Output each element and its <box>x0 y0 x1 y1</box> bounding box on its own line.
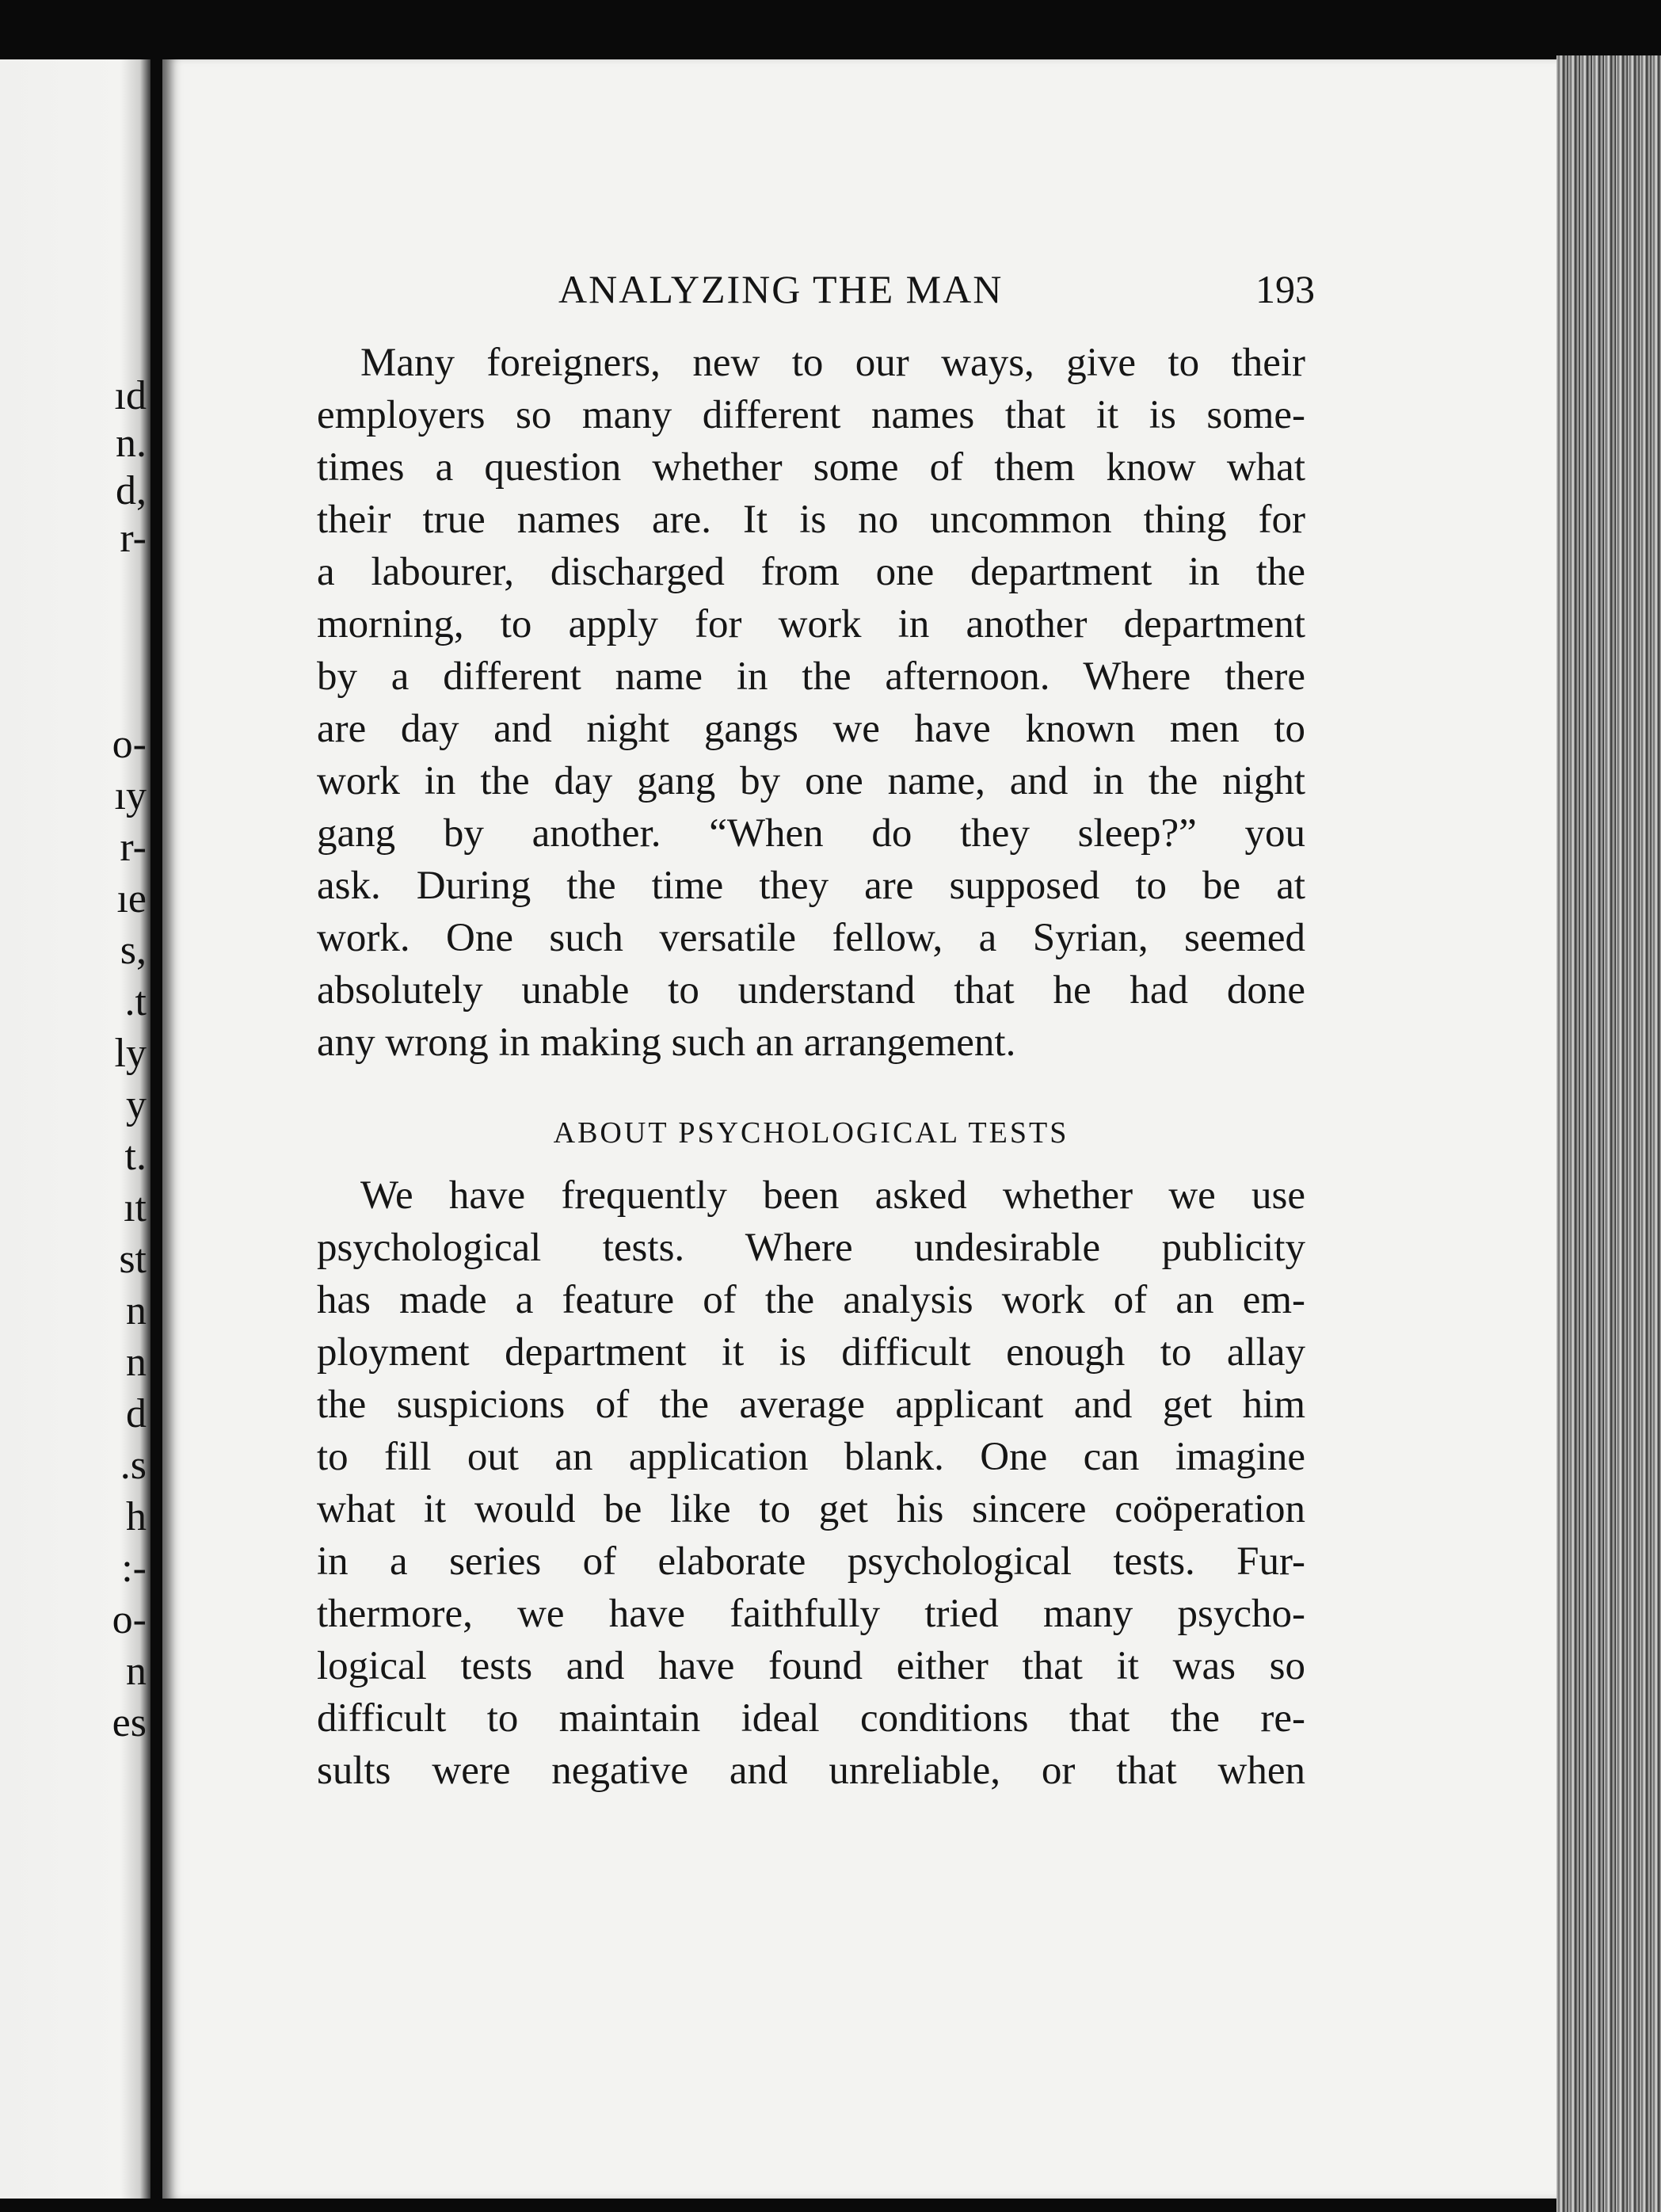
text-line: We have frequently been asked whether we use <box>360 1173 1305 1218</box>
left-page-fragment: n <box>126 1649 147 1694</box>
text-line: times a question whether some of them know what <box>317 445 1305 490</box>
text-line: are day and night gangs we have known men to <box>317 707 1305 751</box>
text-line: work in the day gang by one name, and in the night <box>317 759 1305 803</box>
text-line: work. One such versatile fellow, a Syrian, seemed <box>317 916 1305 960</box>
section-heading: ABOUT PSYCHOLOGICAL TESTS <box>553 1116 1069 1150</box>
text-line: ask. During the time they are supposed to be at <box>317 864 1305 908</box>
page-number: 193 <box>1255 267 1315 311</box>
text-line: psychological tests. Where undesirable publicity <box>317 1226 1305 1270</box>
text-line: to fill out an application blank. One can imagine <box>317 1435 1305 1479</box>
text-line: absolutely unable to understand that he had done <box>317 968 1305 1013</box>
left-page-fragment: .s <box>120 1443 147 1488</box>
text-line: difficult to maintain ideal conditions that the re- <box>317 1696 1305 1741</box>
left-page-fragment: es <box>112 1700 147 1745</box>
left-page-fragment: ıe <box>116 876 147 921</box>
text-line: in a series of elaborate psychological tests. Fur- <box>317 1539 1305 1584</box>
left-page-fragment: ıd <box>114 373 147 418</box>
left-page-fragment: o- <box>112 1597 147 1642</box>
left-page-fragment: o- <box>112 722 147 767</box>
text-line: their true names are. It is no uncommon thing for <box>317 498 1305 542</box>
left-page-fragment: y <box>126 1082 147 1127</box>
left-page-fragment: d <box>126 1391 147 1436</box>
left-page-fragment: ly <box>114 1031 147 1076</box>
text-line: what it would be like to get his sincere coöperation <box>317 1487 1305 1531</box>
text-line: logical tests and have found either that it was so <box>317 1644 1305 1688</box>
left-page-fragment: ıy <box>114 773 147 818</box>
text-line: the suspicions of the average applicant and get him <box>317 1382 1305 1427</box>
left-page-fragment: d, <box>116 468 147 513</box>
text-line: ployment department it is difficult enough to allay <box>317 1330 1305 1375</box>
left-page-strip <box>0 59 150 2199</box>
page-edge-stack <box>1556 55 1661 2212</box>
text-line: gang by another. “When do they sleep?” you <box>317 811 1305 856</box>
text-line: has made a feature of the analysis work of an em- <box>317 1278 1305 1322</box>
left-page-fragment: s, <box>120 928 147 973</box>
text-line: a labourer, discharged from one department in the <box>317 550 1305 594</box>
text-line: morning, to apply for work in another department <box>317 602 1305 646</box>
left-page-fragment: .t <box>124 979 147 1024</box>
text-line: employers so many different names that it is some- <box>317 393 1305 437</box>
text-line: Many foreigners, new to our ways, give to their <box>360 341 1305 385</box>
left-page-fragment: r- <box>120 825 147 870</box>
left-page-fragment: n <box>126 1340 147 1385</box>
left-page-fragment: h <box>126 1494 147 1539</box>
left-page-fragment: r- <box>120 516 147 561</box>
left-page-fragment: n. <box>116 421 147 466</box>
running-head-title: ANALYZING THE MAN <box>558 267 1004 311</box>
left-page-fragment: ıt <box>124 1185 147 1230</box>
left-page-fragment: st <box>119 1237 147 1282</box>
text-line: by a different name in the afternoon. Where there <box>317 654 1305 699</box>
left-page-fragment: t. <box>124 1134 147 1179</box>
running-head <box>317 257 1315 321</box>
text-line: any wrong in making such an arrangement. <box>317 1020 1016 1065</box>
text-line: thermore, we have faithfully tried many psycho- <box>317 1592 1305 1636</box>
left-page-fragment: n <box>126 1288 147 1333</box>
text-line: sults were negative and unreliable, or that when <box>317 1749 1305 1793</box>
left-page-fragment: :- <box>121 1546 147 1591</box>
